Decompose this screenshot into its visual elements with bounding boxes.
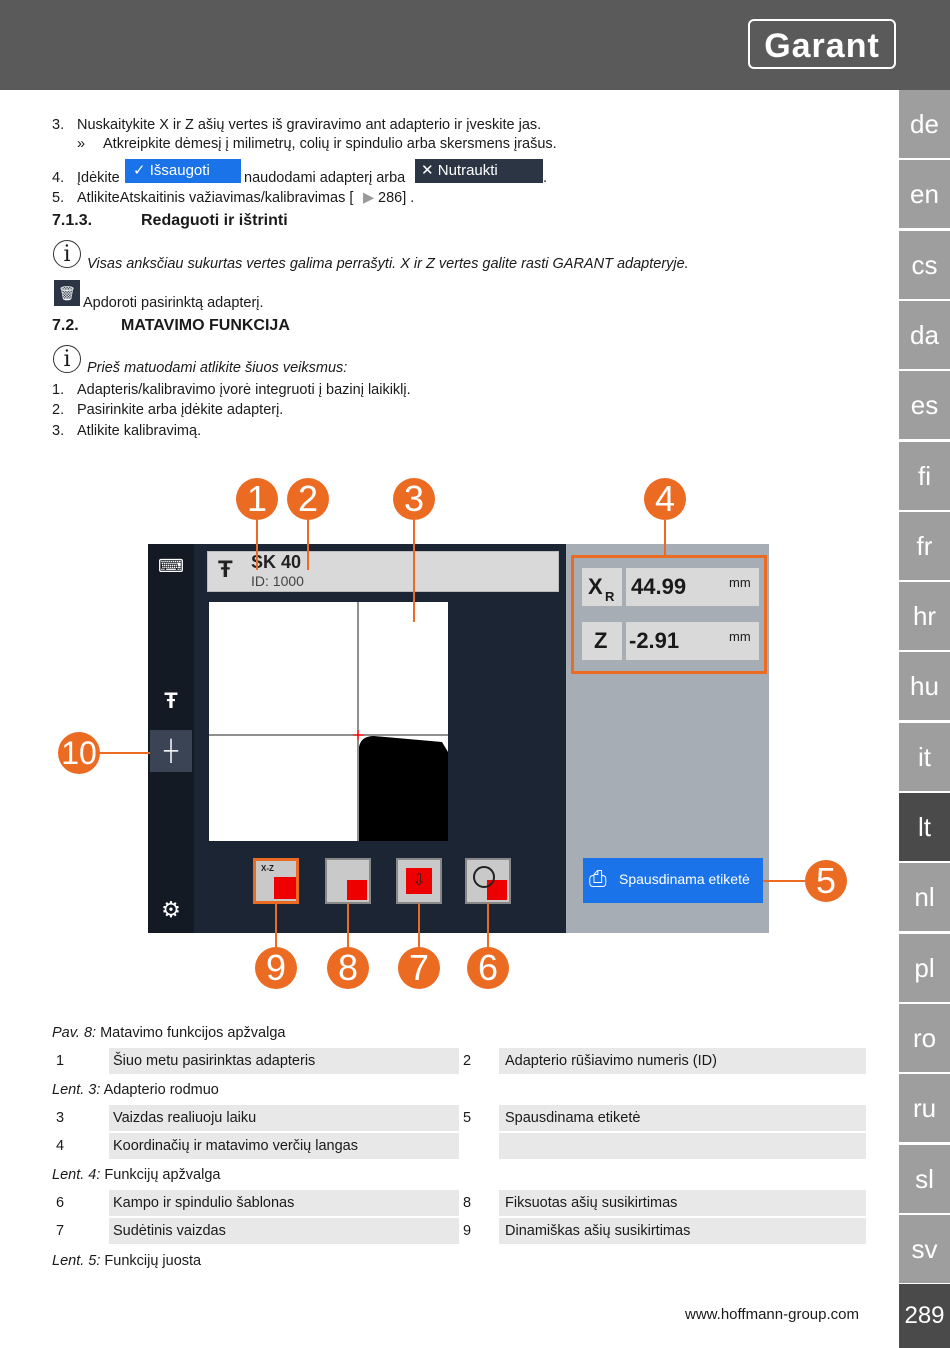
step-5-reference[interactable]: 286] . — [378, 190, 415, 206]
table-cell: Fiksuotas ašių susikirtimas — [501, 1190, 866, 1216]
printer-icon: ⎙ — [589, 866, 607, 891]
print-label-text: Spausdinama etiketė — [619, 871, 750, 887]
xz-tag: X-Z — [261, 864, 274, 873]
table-cell: Sudėtinis vaizdas — [109, 1218, 509, 1244]
section-713-title: Redaguoti ir ištrinti — [141, 212, 288, 229]
list-item-number: 1. — [52, 382, 65, 398]
table-5-caption-label: Lent. 5: — [52, 1253, 101, 1269]
step-4-text-a: Įdėkite — [77, 170, 120, 186]
table-row — [52, 1048, 866, 1074]
table-cell: Spausdinama etiketė — [501, 1105, 866, 1131]
table-cell: Koordinačių ir matavimo verčių langas — [109, 1133, 509, 1159]
section-713-info: Visas anksčiau sukurtas vertes galima perrašyti. X ir Z vertes galite rasti GARANT adapteryje. — [87, 256, 689, 272]
section-713-trash-text: Apdoroti pasirinktą adapterį. — [83, 295, 264, 311]
tab-lang-lt[interactable]: lt — [899, 793, 950, 861]
adapter-icon[interactable]: Ŧ — [164, 688, 178, 713]
tab-lang-ru[interactable]: ru — [899, 1074, 950, 1142]
list-item-text: Atlikite kalibravimą. — [77, 423, 202, 439]
adapter-id: ID: 1000 — [251, 573, 304, 589]
tab-lang-pl[interactable]: pl — [899, 934, 950, 1002]
callout-9: 9 — [255, 947, 297, 989]
tab-lang-sl[interactable]: sl — [899, 1145, 950, 1213]
step-4-text-b: naudodami adapterį arba — [244, 170, 406, 186]
list-item-text: Pasirinkite arba įdėkite adapterį. — [77, 402, 284, 418]
xr-subscript: R — [605, 589, 615, 604]
tab-lang-nl[interactable]: nl — [899, 863, 950, 931]
callout-7: 7 — [398, 947, 440, 989]
step-4-text-c: . — [543, 170, 548, 186]
tab-lang-fr[interactable]: fr — [899, 512, 950, 580]
table-cell: Dinamiškas ašių susikirtimas — [501, 1218, 866, 1244]
table-row — [52, 1105, 866, 1131]
step-5-number: 5. — [52, 190, 65, 206]
callout-2: 2 — [287, 478, 329, 520]
table-cell: 1 — [52, 1048, 107, 1074]
table-cell: Adapterio rūšiavimo numeris (ID) — [501, 1048, 866, 1074]
xr-unit: mm — [729, 575, 751, 590]
footer-url[interactable]: www.hoffmann-group.com — [685, 1306, 859, 1323]
callout-8: 8 — [327, 947, 369, 989]
table-cell: 4 — [52, 1133, 107, 1159]
axis-crosshair-icon[interactable]: ┼ — [150, 730, 192, 772]
gear-icon[interactable]: ⚙ — [161, 897, 181, 922]
table-row — [52, 1218, 866, 1244]
callout-1: 1 — [236, 478, 278, 520]
trash-icon[interactable]: 🗑 — [54, 280, 80, 306]
cancel-button[interactable]: ✕ Nutraukti — [415, 159, 543, 183]
section-72-number: 7.2. — [52, 317, 79, 334]
section-713-number: 7.1.3. — [52, 212, 93, 229]
tab-lang-fi[interactable]: fi — [899, 442, 950, 510]
table-4-caption-text: Funkcijų apžvalga — [104, 1167, 221, 1183]
composite-view-icon: ⇩ — [406, 868, 432, 894]
table-cell: Šiuo metu pasirinktas adapteris — [109, 1048, 509, 1074]
step-3-sub-marker: » — [77, 136, 86, 152]
tab-lang-da[interactable]: da — [899, 301, 950, 369]
step-3-sub-text: Atkreipkite dėmesį į milimetrų, colių ir spindulio arba skersmens įrašus. — [103, 136, 557, 152]
list-item-number: 2. — [52, 402, 65, 418]
info-icon: i — [53, 240, 81, 268]
xr-value: 44.99 — [631, 574, 687, 599]
step-3-number: 3. — [52, 117, 65, 133]
tab-lang-hu[interactable]: hu — [899, 652, 950, 720]
z-label: Z — [594, 628, 608, 653]
table-5-caption-text: Funkcijų juosta — [104, 1253, 202, 1269]
table-cell: Vaizdas realiuoju laiku — [109, 1105, 509, 1131]
tab-lang-it[interactable]: it — [899, 723, 950, 791]
step-4-number: 4. — [52, 170, 65, 186]
adapter-icon: Ŧ — [218, 556, 233, 583]
step-3-text: Nuskaitykite X ir Z ašių vertes iš graviravimo ant adapterio ir įveskite jas. — [77, 117, 542, 133]
table-cell: 8 — [459, 1190, 499, 1216]
keyboard-icon[interactable]: ⌨ — [158, 556, 184, 576]
table-3-caption-label: Lent. 3: — [52, 1082, 101, 1098]
table-row — [52, 1133, 866, 1159]
section-72-info: Prieš matuodami atlikite šiuos veiksmus: — [87, 360, 348, 376]
tab-lang-sv[interactable]: sv — [899, 1215, 950, 1283]
tab-lang-hr[interactable]: hr — [899, 582, 950, 650]
list-item-number: 3. — [52, 423, 65, 439]
callout-10: 10 — [58, 732, 100, 774]
tab-lang-de[interactable]: de — [899, 90, 950, 158]
table-cell — [459, 1133, 499, 1159]
xr-label: X — [588, 574, 603, 599]
tab-lang-cs[interactable]: cs — [899, 231, 950, 299]
table-cell: 2 — [459, 1048, 499, 1074]
callout-6: 6 — [467, 947, 509, 989]
table-cell: Kampo ir spindulio šablonas — [109, 1190, 509, 1216]
callout-5: 5 — [805, 860, 847, 902]
table-cell: 5 — [459, 1105, 499, 1131]
table-cell: 3 — [52, 1105, 107, 1131]
tab-lang-es[interactable]: es — [899, 371, 950, 439]
adapter-name: SK 40 — [251, 552, 302, 572]
table-cell: 9 — [459, 1218, 499, 1244]
table-row — [52, 1190, 866, 1216]
callout-4: 4 — [644, 478, 686, 520]
section-72-title: MATAVIMO FUNKCIJA — [121, 317, 290, 334]
table-cell: 6 — [52, 1190, 107, 1216]
save-button[interactable]: ✓ Išsaugoti — [125, 159, 241, 183]
z-unit: mm — [729, 629, 751, 644]
tab-lang-en[interactable]: en — [899, 160, 950, 228]
garant-logo: Garant — [748, 19, 896, 69]
table-cell — [501, 1133, 866, 1159]
tab-lang-ro[interactable]: ro — [899, 1004, 950, 1072]
info-icon: i — [53, 345, 81, 373]
callout-3: 3 — [393, 478, 435, 520]
list-item-text: Adapteris/kalibravimo įvorė integruoti į bazinį laikiklį. — [77, 382, 411, 398]
table-cell: 7 — [52, 1218, 107, 1244]
step-5-text: AtlikiteAtskaitinis važiavimas/kalibravimas [ — [77, 190, 354, 206]
figure-caption-label: Pav. 8: — [52, 1025, 97, 1041]
figure-caption-text: Matavimo funkcijos apžvalga — [100, 1025, 286, 1041]
z-value: -2.91 — [629, 628, 680, 653]
reference-arrow-icon: ▶ — [363, 190, 375, 206]
page-number: 289 — [899, 1284, 950, 1348]
table-3-caption-text: Adapterio rodmuo — [103, 1082, 219, 1098]
table-4-caption-label: Lent. 4: — [52, 1167, 101, 1183]
